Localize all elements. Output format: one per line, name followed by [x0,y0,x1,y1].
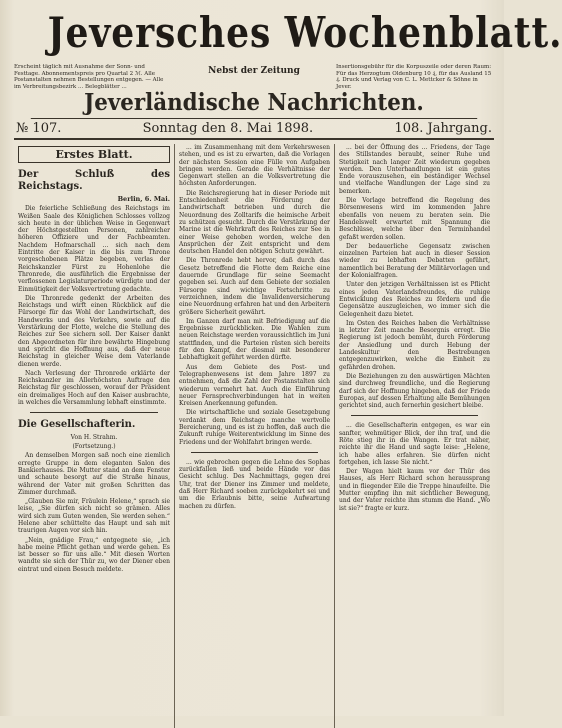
section-divider [351,415,478,416]
article-paragraph: ... im Zusammenhang mit dem Verkehrswesen stehen, und es ist zu erwarten, daß die Vorlagen der nächsten Session eine Fülle von Aufgaben bringen werden. Gerade die Verhältnisse der Gegenwart stellen an die Volksvertretung die höchsten Anforderungen. [179,144,330,188]
first-sheet-heading: Erstes Blatt. [18,146,170,163]
subscription-info: Erscheint täglich mit Ausnahme der Sonn- und Festtage. Abonnementspreis pro Quartal 2 ℳ. Alle Postanstalten nehmen Bestellungen entgegen. — Alle im Verbreitungsbezirk ... Belegblätter ... [14,64,164,90]
masthead-info-row [14,64,494,90]
feuilleton-continuation: (Fortsetzung.) [72,443,116,451]
feuilleton-paragraph: An demselben Morgen saß noch eine ziemlich erregte Gruppe in dem eleganten Salon des Bankierhauses. Die Mutter stand an dem Fenster und schaute besorgt auf die Straße hinaus, während der Vater mit großen Schritten das Zimmer durchmaß. [18,452,170,496]
article-paragraph: Die feierliche Schließung des Reichstags im Weißen Saale des Königlichen Schlosses vollzog sich heute in der üblichen Weise in Gegenwart der Höchstgestellten Personen, zahlreicher höheren Offiziere und der Fachbeamten. Nachdem Hofmarschall ... sich nach dem Eintritte der Kaiser in die bis zum Throne vorgeschobenen Plätze begeben, verlas der Reichskanzler Fürst zu Hohenlohe die Thronrede, die ausführlich die Ergebnisse der verflossenen Legislaturperiode würdigte und der Einmütigkeit der Volksvertretung gedachte. [18,205,170,293]
volume-number: 108. Jahrgang. [394,120,492,136]
article-title-reichstag: Der Schluß des Reichstags. [18,169,170,192]
article-paragraph: Die Thronrede hebt hervor, daß durch das Gesetz betreffend die Flotte dem Reiche eine dauernde Grundlage für seine Seemacht gegeben sei. Auch auf dem Gebiete der sozialen Fürsorge sind wichtige Fortschritte zu verzeichnen, indem die Invalidenversicherung eine Neuordnung erfahren hat und den Arbeitern größere Sicherheit gewährt. [179,257,330,316]
masthead-title: Jeversches Wochenblatt. [47,8,562,57]
feuilleton-byline: Von H. Strahm. [70,434,118,442]
feuilleton-paragraph: Der Wagen hielt kaum vor der Thür des Hauses, als Herr Richard schon heraussprang und in fliegender Eile die Treppe hinaufeilte. Die Mutter empfing ihn mit sichtlicher Bewegung, und der Vater reichte ihm stumm die Hand. „Wo ist sie?“ fragte er kurz. [339,468,490,512]
article-paragraph: ... bei der Öffnung des ... Friedens, der Tage des Stillstandes beraubt, seiner Ruhe und Stetigkeit nach langer Zeit wiederum gegeben werden. Den Unterhandlungen ist ein gutes Ende vorauszusehen, ein beständiger Wechsel und vielfache Wandlungen der Lage sind zu bemerken. [339,144,490,195]
issue-date: Sonntag den 8. Mai 1898. [142,120,314,136]
article-paragraph: Die wirtschaftliche und soziale Gesetzgebung verdankt dem Reichstage manche wertvolle Bereicherung, und es ist zu hoffen, daß auch die Zukunft ruhige Weiterentwicklung im Sinne des Friedens und der Wohlfahrt bringen werde. [179,409,330,446]
article-paragraph: Die Thronrede gedenkt der Arbeiten des Reichstags und wirft einen Rückblick auf die Fürsorge für das Wohl der Landwirtschaft, des Handwerks und des Verkehrs, sowie auf die Verstärkung der Flotte, welche die Stellung des Reiches zur See sichern soll. Der Kaiser dankt den Abgeordneten für ihre bewährte Hingebung und spricht die Hoffnung aus, daß der neue Reichstag in gleicher Weise dem Vaterlande dienen werde. [18,294,170,368]
article-paragraph: Nach Verlesung der Thronrede erklärte der Reichskanzler im Allerhöchsten Auftrage den Reichstag für geschlossen, worauf der Präsident ein dreimaliges Hoch auf den Kaiser ausbrachte, in welches die Versammlung lebhaft einstimmte. [18,369,170,407]
secondary-title: Jeverländische Nachrichten. [31,90,477,119]
article-dateline: Berlin, 6. Mai. [117,195,170,203]
column-2 [174,144,334,728]
section-divider [30,412,158,413]
feuilleton-paragraph: ... die Gesellschafterin entgegen, es war ein sanfter, wehmütiger Blick, der ihn traf, und die Röte stieg ihr in die Wangen. Er trat näher, reichte ihr die Hand und sagte leise: „Helene, ich habe alles erfahren. Sie dürfen nicht fortgehen, ich lasse Sie nicht.“ [339,422,490,466]
dateline [14,119,494,140]
masthead-subtitle: Nebst der Zeitung [208,66,300,76]
article-paragraph: Unter den jetzigen Verhältnissen ist es Pflicht eines jeden Vaterlandsfreundes, die ruhige Entwicklung des Reiches zu fördern und die Gegensätze auszugleichen, wo immer sich die Gelegenheit dazu bietet. [339,281,490,318]
feuilleton-paragraph: „Glauben Sie mir, Fräulein Helene,“ sprach sie leise, „Sie dürfen sich nicht so grämen. Alles wird sich zum Guten wenden, Sie werden sehen.“ Helene aber schüttelte das Haupt und sah mit traurigen Augen vor sich hin. [18,498,170,535]
feuilleton-paragraph: „Nein, gnädige Frau,“ entgegnete sie, „ich habe meine Pflicht gethan und werde gehen. Es ist besser so für uns alle.“ Mit diesen Worten wandte sie sich der Thür zu, wo der Diener eben eintrat und einen Besuch meldete. [18,536,170,573]
feuilleton-paragraph: ... wie gebrochen gegen die Lehne des Sophas zurückfallen ließ und beide Hände vor das Gesicht schlug. Des Nachmittags, gegen drei Uhr, trat der Diener ins Zimmer und meldete, daß Herr Richard soeben zurückgekehrt sei und um die Erlaubnis bitte, seine Aufwartung machen zu dürfen. [179,458,330,510]
issue-number: № 107. [16,120,62,136]
feuilleton-title: Die Gesellschafterin. [18,419,136,431]
article-paragraph: Die Reichsregierung hat in dieser Periode mit Entschiedenheit die Förderung der Landwirtschaft betrieben und durch die Neuordnung des Zolltarifs die heimische Arbeit zu schützen gesucht. Durch die Verstärkung der Marine ist die Wehrkraft des Reiches zur See in einer Weise gehoben worden, welche den Ansprüchen der Zeit entspricht und dem deutschen Handel den nötigen Schutz gewährt. [179,189,330,256]
article-paragraph: Im Ganzen darf man mit Befriedigung auf die Ergebnisse zurückblicken. Die Wahlen zum neuen Reichstage werden voraussichtlich im Juni stattfinden, und die Parteien rüsten sich bereits für den Kampf, der diesmal mit besonderer Lebhaftigkeit geführt werden dürfte. [179,317,330,362]
article-paragraph: Der bedauerliche Gegensatz zwischen einzelnen Parteien hat auch in dieser Session wieder zu lebhaften Debatten geführt, namentlich bei Beratung der Militärvorlagen und der Kolonialfragen. [339,242,490,280]
article-paragraph: Die Beziehungen zu den auswärtigen Mächten sind durchweg freundliche, und die Regierung darf sich der Hoffnung hingeben, daß der Friede Europas, auf dessen Erhaltung alle Bemühungen gerichtet sind, auch fernerhin gesichert bleibe. [339,372,490,410]
article-paragraph: Im Osten des Reiches haben die Verhältnisse in letzter Zeit manche Besorgnis erregt. Die Regierung ist jedoch bemüht, durch Förderung der Ansiedlung und durch Hebung der Landeskultur den Bestrebungen entgegenzuwirken, welche die Einheit zu gefährden drohen. [339,319,490,371]
section-divider [191,452,318,453]
article-columns [14,144,494,728]
column-3 [334,144,494,728]
insertion-fee-info: Insertionsgebühr für die Korpuszeile oder deren Raum: Für das Herzogtum Oldenburg 10 ₰, für das Ausland 15 ₰. Druck und Verlag von C. L. Mettcker & Söhne in Jever. [336,64,492,90]
column-1 [14,144,174,728]
article-paragraph: Aus dem Gebiete des Post- und Telegraphenwesens ist dem Jahre 1897 zu entnehmen, daß die Zahl der Postanstalten sich wiederum vermehrt hat. Auch die Einführung neuer Fernsprechverbindungen hat in weiten Kreisen Anerkennung gefunden. [179,363,330,408]
article-paragraph: Die Vorlage betreffend die Regelung des Börsenwesens wird im kommenden Jahre ebenfalls von neuem zu beraten sein. Die Handelswelt erwartet mit Spannung die Beschlüsse, welche über den Terminhandel gefaßt werden sollen. [339,197,490,241]
